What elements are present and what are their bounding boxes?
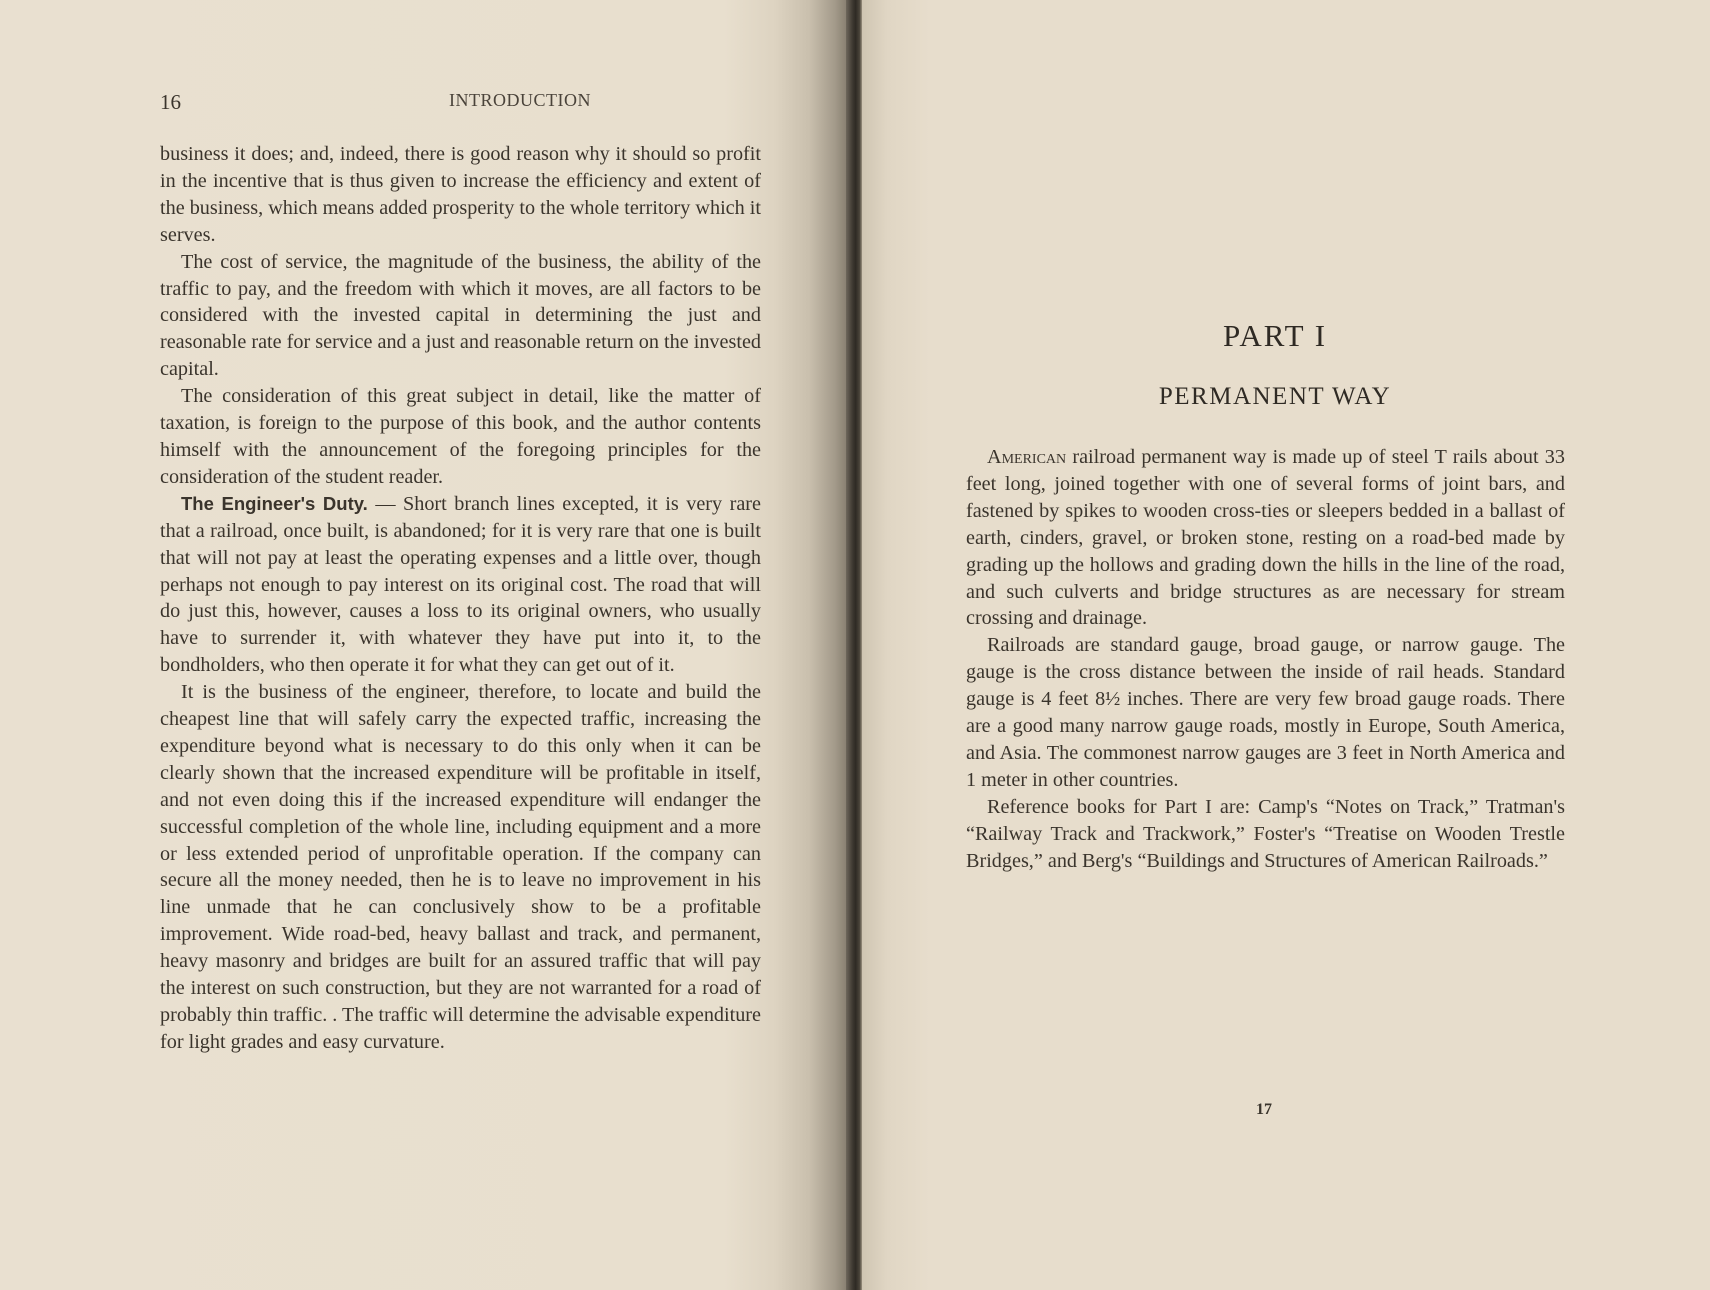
paragraph-opening [966,444,1565,632]
paragraph: It is the business of the engineer, therefore, to locate and build the cheapest line that will safely carry the expected traffic, increasing the expenditure beyond what is necessary to do this only when it can be clearly shown that the increased expenditure will be profitable in itself, and not even doing this if the increased expenditure will endanger the successful completion of the whole line, including equipment and a more or less extended period of unprofitable operation. If the company can secure all the money needed, then he is to leave no improvement in his line unmade that he can conclusively show to be a profitable improvement. Wide road-bed, heavy ballast and track, and permanent, heavy masonry and bridges are built for an assured traffic that will pay the interest on such construction, but they are not warranted for a road of probably thin traffic. . The traffic will determine the advisable expenditure for light grades and easy curvature. [160,681,761,1053]
left-body-text [160,141,761,1056]
part-title: PART I [1222,318,1328,353]
paragraph-continued: business it does; and, indeed, there is good reason why it should so profit in the incentive that is thus given to increase the efficiency and extent of the business, which means added prosperity to the whole territory which it serves. [160,143,762,246]
paragraph-text: railroad permanent way is made up of steel T rails about 33 feet long, joined together with one of several forms of joint bars, and fastened by spikes to wooden cross-ties or sleepers bedded in a ballast of earth, cinders, gravel, or broken stone, resting on a road-bed made by grading up the hollows and grading down the hills in the line of the road, and such culverts and bridge structures as are necessary for stream crossing and drainage. [966,446,1565,630]
paragraph: Reference books for Part I are: Camp's “Notes on Track,” Tratman's “Railway Track and Trackwork,” Foster's “Treatise on Wooden Trestle Bridges,” and Berg's “Buildings and Structures of American Railroads.” [966,795,1565,872]
page-number-left: 16 [160,90,181,114]
paragraph: The cost of service, the magnitude of the business, the ability of the traffic to pay, and the freedom with which it moves, are all factors to be considered with the invested capital in determining the just and reasonable rate for service and a just and reasonable return on the invested capital. [160,250,761,381]
running-head: INTRODUCTION [449,90,591,110]
paragraph-text: — Short branch lines excepted, it is very rare that a railroad, once built, is abandoned; for it is very rare that one is built that will not pay at least the operating expenses and a little over, though perhaps not enough to pay interest on its original cost. The road that will do just this, however, causes a loss to its original owners, who usually have to surrender it, with whatever they have put into it, to the bondholders, who then operate it for what they can get out of it. [160,492,761,677]
book-gutter [846,0,862,1290]
paragraph-engineers-duty [160,491,761,679]
paragraph: Railroads are standard gauge, broad gauge, or narrow gauge. The gauge is the cross distance between the inside of rail heads. Standard gauge is 4 feet 8½ inches. There are very few broad gauge roads. There are a good many narrow gauge roads, mostly in Europe, South America, and Asia. The commonest narrow gauges are 3 feet in North America and 1 meter in other countries. [966,634,1565,791]
left-page [0,0,852,1290]
lead-small-caps: American [987,446,1067,468]
page-number-right: 17 [1256,1101,1272,1118]
part-subtitle: PERMANENT WAY [1158,383,1392,410]
section-heading: The Engineer's Duty. [181,492,368,514]
right-body-text [966,444,1565,875]
paragraph: The consideration of this great subject in detail, like the matter of taxation, is foreign to the purpose of this book, and the author contents himself with the announcement of the foregoing principles for the consideration of the student reader. [160,385,761,488]
